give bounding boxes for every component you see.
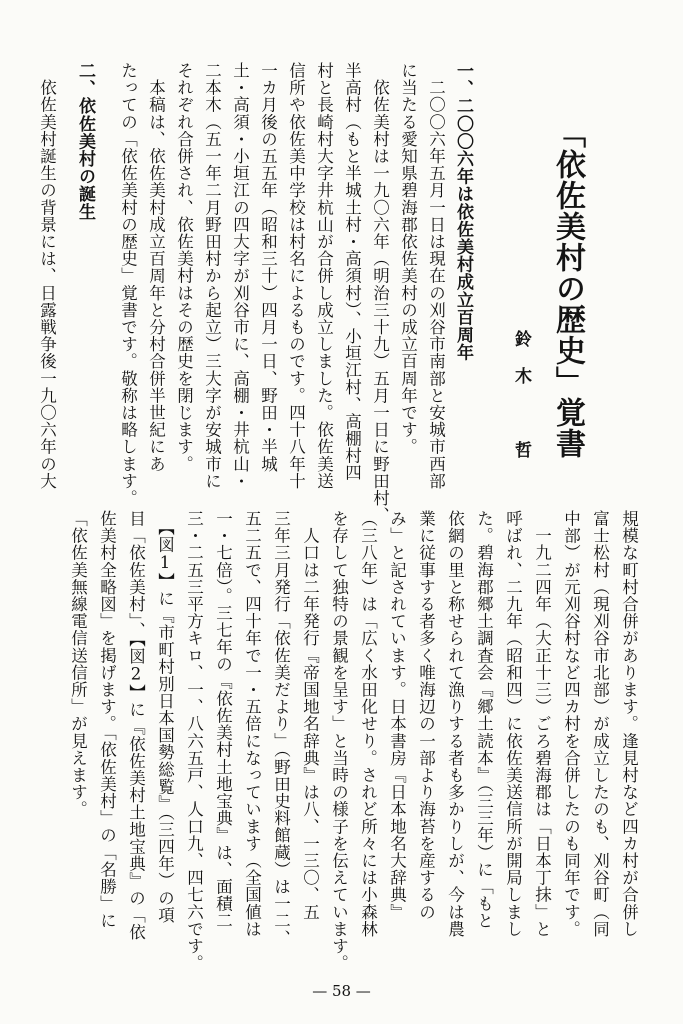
text-line: 中部）が元刈谷村など四カ村を合併したのも同年です。 — [561, 510, 581, 938]
text-line: 一・七倍）。三七年の『依佐美村土地宝典』は、面積二 — [213, 510, 233, 930]
text-line: 依網の里と称せられて漁りする者も多かりしが、今は農 — [445, 510, 465, 938]
text-line: 五二五で、四十年で一・五倍になっています（全国値は — [242, 510, 262, 938]
author-name: 鈴木 哲 — [511, 330, 531, 478]
text-line: 信所や依佐美中学校は村名によるものです。四十八年十 — [286, 62, 306, 490]
text-line: た。碧海郡郷土調査会『郷土読本』（三三年）に「もと — [474, 510, 494, 930]
text-line: を存して独特の景観を呈す」と当時の様子を伝えています。 — [329, 510, 349, 972]
text-line: 人口は二年発行『帝国地名辞典』は八、一三〇、五 — [300, 510, 320, 921]
text-line: それぞれ合併され、依佐美村はその歴史を閉じます。 — [174, 62, 194, 473]
text-line: 「依佐美無線電信送信所」が見えます。 — [68, 510, 88, 818]
text-line: 一カ月後の五五年（昭和三十）四月一日、野田・半城 — [258, 62, 278, 473]
text-line: 依佐美村は一九〇六年（明治三十九）五月一日に野田村、 — [370, 62, 390, 524]
text-line: たっての「依佐美村の歴史」覚書です。敬称は略します。 — [118, 62, 138, 507]
text-line: 佐美村全略図」を掲げます。「依佐美村」の「名勝」に — [97, 510, 117, 930]
text-line: 依佐美村誕生の背景には、日露戦争後一九〇六年の大 — [37, 62, 57, 490]
text-line: み」と記されています。日本書房『日本地名大辞典』 — [387, 510, 407, 921]
text-line: に当たる愛知県碧海郡依佐美村の成立百周年です。 — [398, 62, 418, 456]
text-line: 業に従事する者多く唯海辺の一部より海苔を産するの — [416, 510, 436, 921]
text-line: 三・二五三平方キロ、一、八六五戸、人口九、四七六です。 — [184, 510, 204, 972]
text-line: 一九二四年（大正十三）ごろ碧海郡は「日本丁抹」と — [532, 510, 552, 938]
text-line: 三年三月発行「依佐美だより」（野田史料館蔵）は一二、 — [271, 510, 291, 947]
page-number: — 58 — — [312, 982, 371, 1000]
text-line: 土・高須・小垣江の四大字が刈谷市に、高棚・井杭山・ — [230, 62, 250, 490]
section-2-heading: 二、依佐美村の誕生 — [75, 62, 95, 221]
text-line: 【図1】に『市町村別日本国勢総覧』（三四年）の項 — [155, 510, 175, 924]
section-1-heading: 一、二〇〇六年は依佐美村成立百周年 — [453, 62, 473, 362]
text-line: 富士松村（現刈谷市北部）が成立したのも、刈谷町（同 — [590, 510, 610, 938]
text-line: 半高村（もと半城土村・高須村）、小垣江村、高棚村四 — [342, 62, 362, 482]
article-title: 「依佐美村の歴史」覚書 — [550, 118, 585, 459]
text-line: （三八年）は「広く水田化せり。されど所々には小森林 — [358, 510, 378, 938]
text-line: 二〇〇六年五月一日は現在の刈谷市南部と安城市西部 — [426, 62, 446, 490]
text-line: 目「依佐美村」、【図2】に『依佐美村土地宝典』の「依 — [126, 510, 146, 941]
text-line: 村と長崎村大字井杭山が合併し成立しました。依佐美送 — [314, 62, 334, 490]
text-line: 本稿は、依佐美村成立百周年と分村合併半世紀にあ — [146, 62, 166, 473]
text-line: 規模な町村合併があります。逢見村など四カ村が合併し — [619, 510, 639, 938]
text-line: 呼ばれ、二九年（昭和四）に依佐美送信所が開局しまし — [503, 510, 523, 938]
text-line: 二本木（五一年二月野田村から起立）三大字が安城市に — [202, 62, 222, 490]
